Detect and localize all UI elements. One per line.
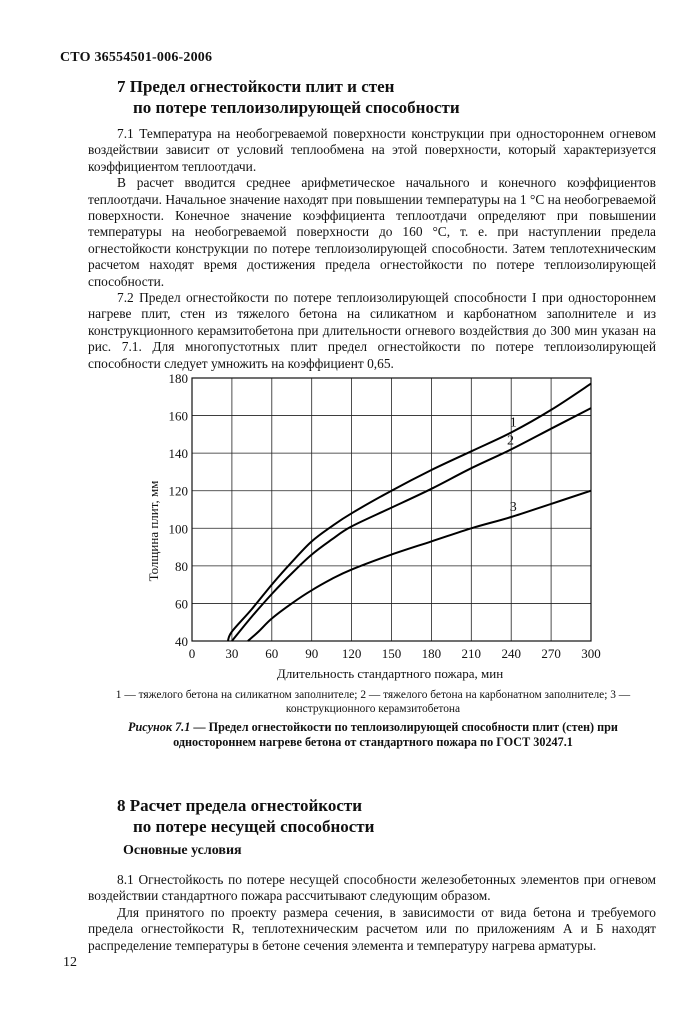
x-tick-label: 0 <box>188 646 196 661</box>
y-tick-label: 80 <box>175 558 188 574</box>
document-code: СТО 36554501-006-2006 <box>60 50 213 65</box>
series-line-1 <box>228 384 591 641</box>
series-label-1: 1 <box>509 415 517 431</box>
y-tick-label: 160 <box>168 408 188 424</box>
y-tick-label: 100 <box>168 521 188 537</box>
x-tick-label: 210 <box>461 646 482 661</box>
section-8-title-line1: 8 Расчет предела огнестойкости <box>117 796 363 815</box>
x-tick-label: 180 <box>421 646 442 661</box>
figure-caption-label: Рисунок 7.1 <box>128 720 191 734</box>
figure-caption <box>90 720 656 750</box>
x-axis-label: Длительность стандартного пожара, мин <box>276 666 504 681</box>
figure-legend-note: 1 — тяжелого бетона на силикатном заполнителе; 2 — тяжелого бетона на карбонатном заполнителе; 3 — конструкционного керамзитобетона <box>115 689 631 715</box>
chart-svg <box>140 366 610 686</box>
paragraph-8-1: 8.1 Огнестойкость по потере несущей способности железобетонных элементов при огневом воздействии стандартного пожара рассчитывают следующим образом. <box>88 872 656 904</box>
chart-series <box>228 384 591 641</box>
chart-labels <box>146 371 601 681</box>
series-label-2: 2 <box>507 433 515 449</box>
figure-caption-text: — Предел огнестойкости по теплоизолирующей способности плит (стен) при одностороннем нагреве бетона от стандартного пожара по ГОСТ 30247.1 <box>173 720 618 749</box>
section-8-title-line2: по потере несущей способности <box>133 817 375 836</box>
paragraph-8-1-cont: Для принятого по проекту размера сечения, в зависимости от вида бетона и требуемого предела огнестойкости R, теплотехническим расчетом или по приложениям А и Б находят распределение температуры в бетоне сечения элемента и температуру нагрева арматуры. <box>88 904 656 953</box>
section-8-title <box>117 795 374 837</box>
x-tick-label: 120 <box>341 646 362 661</box>
series-label-3: 3 <box>509 500 517 516</box>
x-tick-label: 90 <box>305 646 319 661</box>
y-axis-label: Толщина плит, мм <box>146 480 161 582</box>
y-tick-label: 180 <box>168 371 188 386</box>
paragraph-7-1: 7.1 Температура на необогреваемой поверхности конструкции при одностороннем огневом воздействии зависит от условий теплообмена на этой поверхности, который характеризуется коэффициентом теплоотдачи. <box>88 126 656 174</box>
section-7-title <box>117 76 460 118</box>
y-tick-label: 140 <box>168 446 188 462</box>
x-tick-label: 60 <box>265 646 279 661</box>
series-line-2 <box>232 408 591 641</box>
x-tick-label: 300 <box>581 646 601 661</box>
section-7-title-line1: 7 Предел огнестойкости плит и стен <box>117 77 395 96</box>
x-tick-label: 240 <box>501 646 521 661</box>
paragraph-7-1-cont: В расчет вводится среднее арифметическое начального и конечного коэффициентов теплоотдачи. Начальное значение находят при повышении температуры на 1 °С на необогреваемой поверхности. Конечное значение коэффициента теплоотдачи определяют при повышении температуры на необогреваемой поверхности до 160 °С, т. е. при наступлении предела огнестойкости конструкции по потере теплоизолирующей способности. Затем теплотехническим расчетом находят время достижения предела огнестойкости по потере теплоизолирующей способности. <box>88 175 656 289</box>
section-8-subheading: Основные условия <box>123 843 242 858</box>
figure-7-1-chart <box>140 366 610 686</box>
section-8-body <box>88 872 656 954</box>
page-number: 12 <box>63 955 77 970</box>
section-7-body <box>88 126 656 372</box>
x-tick-label: 30 <box>225 646 239 661</box>
y-tick-label: 60 <box>175 596 188 612</box>
y-tick-label: 40 <box>175 634 188 649</box>
x-tick-label: 270 <box>541 646 561 661</box>
x-tick-label: 150 <box>381 646 402 661</box>
y-tick-label: 120 <box>168 483 188 499</box>
section-7-title-line2: по потере теплоизолирующей способности <box>133 98 460 117</box>
paragraph-7-2: 7.2 Предел огнестойкости по потере теплоизолирующей способности I при одностороннем нагреве плит, стен из тяжелого бетона на силикатном и карбонатном заполнителе и из конструкционного керамзитобетона при длительности огневого воздействия до 300 мин указан на рис. 7.1. Для многопустотных плит предел огнестойкости по потере теплоизолирующей способности следует умножить на коэффициент 0,65. <box>88 290 656 371</box>
